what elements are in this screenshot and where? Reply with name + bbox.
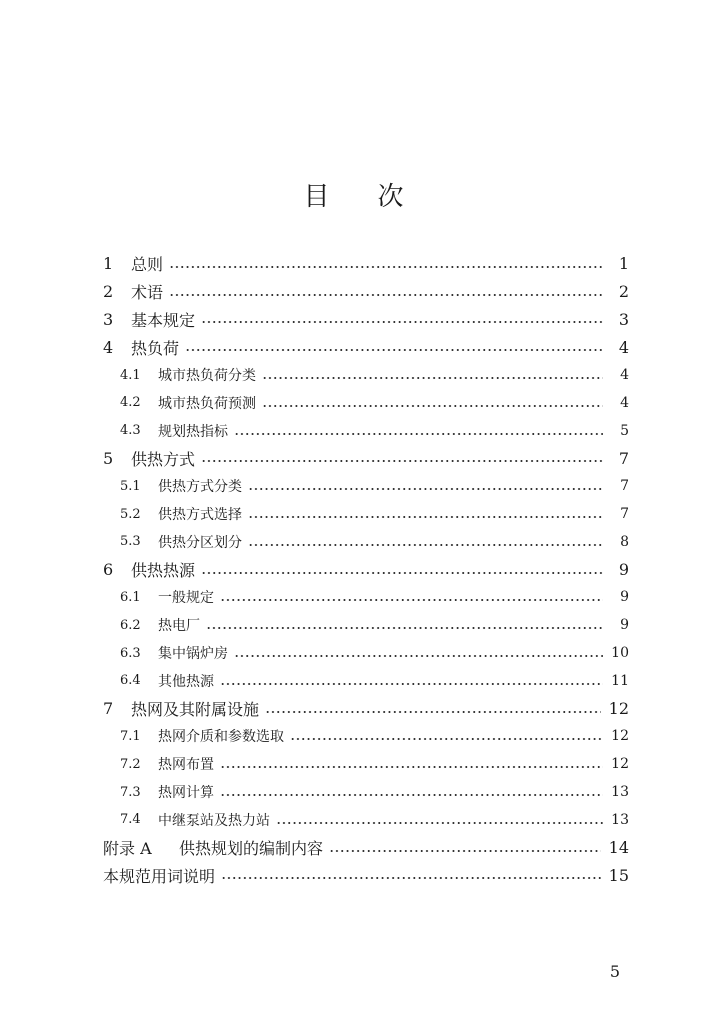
toc-subentry[interactable] [103,528,629,556]
toc-entry-label: 热网计算 [158,785,214,802]
toc-entry-page: 7 [618,448,629,468]
page-number: 5 [609,962,620,981]
toc-subentry[interactable] [103,778,629,806]
dot-leader [201,321,603,323]
toc-entry[interactable] [103,445,629,473]
toc-entry-label: 热负荷 [131,338,180,358]
dot-leader [234,655,603,657]
toc-entry-appendix[interactable] [103,834,629,862]
toc-entry-page: 4 [618,337,629,357]
dot-leader [248,488,603,490]
toc-entry-page: 13 [611,811,629,828]
toc-entry-page: 9 [620,617,629,634]
toc-subentry[interactable] [103,611,629,639]
toc-entry-label: 集中锅炉房 [158,646,228,663]
toc-entry-page: 10 [611,645,629,662]
toc-entry-label: 城市热负荷分类 [158,368,256,385]
toc-entry-page: 9 [620,589,629,606]
dot-leader [169,294,603,296]
toc-subentry[interactable] [103,806,629,834]
toc-entry-page: 15 [608,865,629,885]
dot-leader [185,349,603,351]
toc-entry-number: 6.3 [120,645,141,661]
dot-leader [220,794,603,796]
toc-entry-label: 其他热源 [158,673,214,690]
dot-leader [265,711,601,713]
toc-entry-page: 12 [608,699,629,719]
toc-entry-number: 附录 A [103,839,152,859]
toc-entry[interactable] [103,333,629,361]
toc-entry-number: 7 [103,699,114,719]
toc-entry-number: 1 [103,254,114,274]
toc-entry-label: 热电厂 [158,618,200,635]
toc-entry[interactable] [103,695,629,723]
toc-entry-label: 热网介质和参数选取 [158,729,284,746]
toc-entry-page: 7 [620,478,629,495]
toc-entry-number: 6 [103,560,114,580]
toc-entry-label: 供热热源 [131,561,196,581]
dot-leader [220,683,603,685]
toc-entry-number: 7.3 [120,784,141,800]
toc-entry-number: 7.1 [120,728,141,744]
toc-entry-page: 2 [618,282,629,302]
title-char-1: 目 [303,181,330,212]
toc-entry[interactable] [103,556,629,584]
toc-entry-page: 11 [611,672,629,689]
toc-entry-number: 4.2 [120,395,141,411]
dot-leader [169,266,603,268]
toc-subentry[interactable] [103,472,629,500]
toc-subentry[interactable] [103,639,629,667]
toc-subentry[interactable] [103,389,629,417]
toc-entry-label: 供热方式选择 [158,507,242,524]
toc-entry-number: 7.2 [120,756,141,772]
toc-entry-number: 4.3 [120,423,141,439]
toc-entry-label: 基本规定 [131,310,196,330]
toc-entry-page: 1 [618,254,629,274]
toc-entry-page: 5 [620,422,629,439]
dot-leader [220,599,603,601]
toc-entry-label: 术语 [131,283,164,303]
toc-entry-number: 6.2 [120,617,141,633]
toc-subentry[interactable] [103,417,629,445]
toc-subentry[interactable] [103,667,629,695]
toc-entry-label: 热网及其附属设施 [131,700,260,720]
toc-entry-number: 5.3 [120,534,141,550]
toc-entry-terminology[interactable] [103,862,629,890]
toc-entry-number: 5.1 [120,478,141,494]
table-of-contents [103,250,629,889]
dot-leader [262,405,603,407]
toc-entry-label: 供热规划的编制内容 [179,839,324,859]
dot-leader [206,627,603,629]
toc-subentry[interactable] [103,584,629,612]
dot-leader [221,877,601,879]
toc-entry-label: 总则 [131,255,164,275]
toc-entry-number: 4 [103,337,114,357]
toc-entry-page: 14 [608,838,629,858]
dot-leader [262,377,603,379]
toc-entry-page: 13 [611,784,629,801]
dot-leader [201,460,603,462]
toc-entry[interactable] [103,250,629,278]
toc-entry-number: 4.1 [120,367,141,383]
toc-entry-number: 6.4 [120,673,141,689]
toc-entry-number: 5 [103,448,114,468]
toc-entry-label: 一般规定 [158,590,214,607]
toc-entry-page: 4 [620,394,629,411]
toc-entry[interactable] [103,278,629,306]
dot-leader [248,516,603,518]
toc-entry-number: 5.2 [120,506,141,522]
toc-subentry[interactable] [103,361,629,389]
toc-entry-label: 规划热指标 [158,423,228,440]
toc-entry-number: 3 [103,309,114,329]
dot-leader [201,572,603,574]
toc-subentry[interactable] [103,500,629,528]
toc-entry-page: 12 [611,756,629,773]
toc-entry-number: 6.1 [120,589,141,605]
dot-leader [234,433,603,435]
toc-entry[interactable] [103,306,629,334]
toc-entry-number: 2 [103,282,114,302]
dot-leader [248,544,603,546]
toc-entry-label: 中继泵站及热力站 [158,812,270,829]
dot-leader [220,766,603,768]
toc-entry-page: 7 [620,506,629,523]
toc-entry-page: 3 [618,309,629,329]
title-char-2: 次 [377,181,404,212]
toc-subentry[interactable] [103,723,629,751]
toc-entry-page: 4 [620,367,629,384]
toc-entry-label: 本规范用词说明 [103,866,216,886]
toc-entry-label: 供热方式 [131,449,196,469]
toc-subentry[interactable] [103,750,629,778]
toc-entry-label: 热网布置 [158,757,214,774]
page-title [0,172,707,216]
dot-leader [329,850,601,852]
toc-entry-page: 8 [620,533,629,550]
toc-entry-page: 12 [611,728,629,745]
toc-entry-label: 供热分区划分 [158,534,242,551]
toc-entry-page: 9 [618,560,629,580]
dot-leader [276,822,603,824]
toc-entry-label: 供热方式分类 [158,479,242,496]
toc-entry-number: 7.4 [120,812,141,828]
toc-entry-label: 城市热负荷预测 [158,395,256,412]
dot-leader [290,738,603,740]
